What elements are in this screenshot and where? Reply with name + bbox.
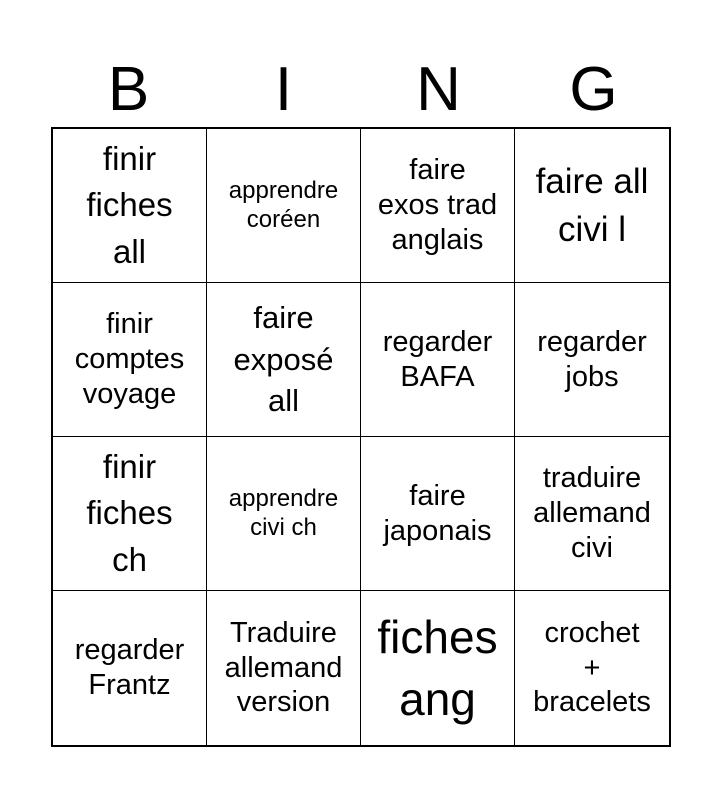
bingo-cell-r1c1[interactable]: finir fiches all [53,129,207,283]
bingo-cell-r2c3[interactable]: regarder BAFA [361,283,515,437]
bingo-cell-r2c2[interactable]: faire exposé all [207,283,361,437]
bingo-header [51,52,671,128]
bingo-cell-r3c4[interactable]: traduire allemand civi [515,437,669,591]
bingo-cell-r2c1[interactable]: finir comptes voyage [53,283,207,437]
header-letter-g: G [569,55,618,124]
header-letter-n: N [416,55,461,124]
bingo-cell-r1c4[interactable]: faire all civi l [515,129,669,283]
bingo-cell-r2c4[interactable]: regarder jobs [515,283,669,437]
bingo-cell-r4c1[interactable]: regarder Frantz [53,591,207,745]
bingo-cell-r1c2[interactable]: apprendre coréen [207,129,361,283]
bingo-cell-r4c4[interactable]: crochet + bracelets [533,616,651,719]
bingo-cell-r4c2[interactable]: Traduire allemand version [207,591,361,745]
bingo-cell-r3c3[interactable]: faire japonais [361,437,515,591]
bingo-cell-r3c2[interactable]: apprendre civi ch [207,437,361,591]
header-letter-i: I [274,55,293,124]
bingo-cell-r3c1[interactable]: finir fiches ch [53,437,207,591]
header-letter-b: B [107,55,150,124]
bingo-cell-r1c3[interactable]: faire exos trad anglais [361,129,515,283]
bingo-grid [51,127,671,747]
bingo-cell-r4c3[interactable]: fiches ang [361,591,515,745]
